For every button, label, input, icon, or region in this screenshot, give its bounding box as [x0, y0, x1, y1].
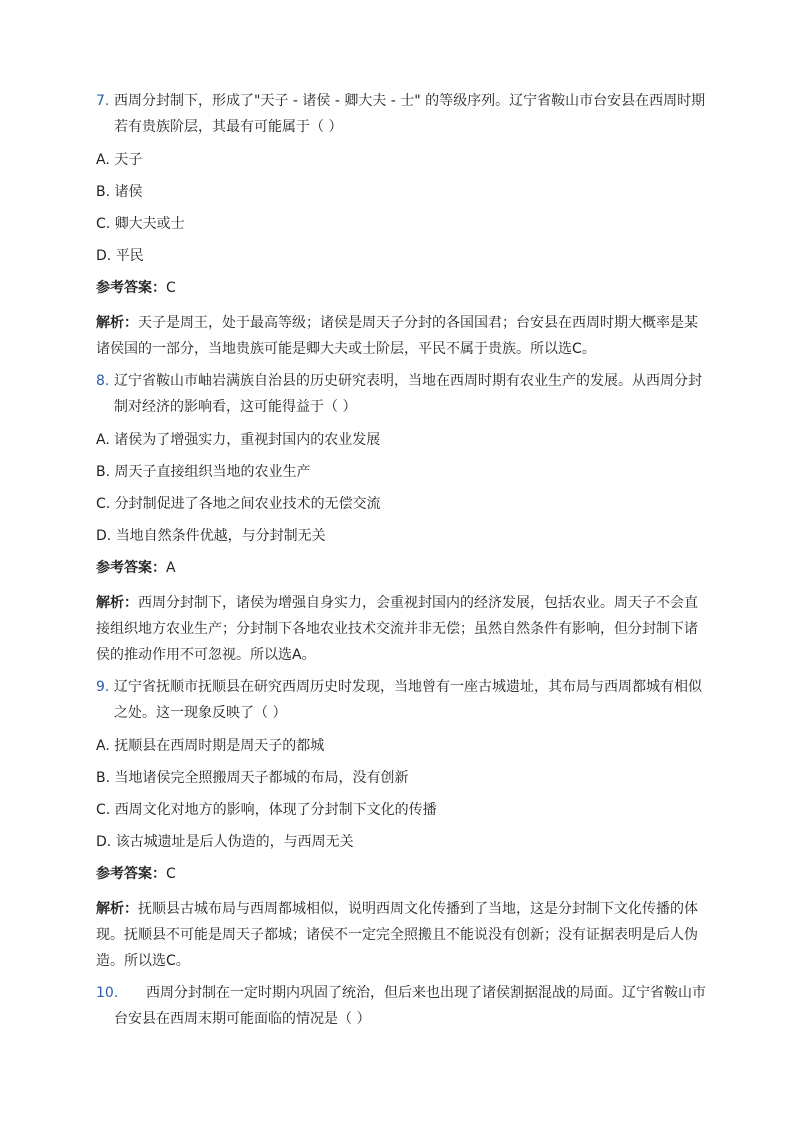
question-7-stem [96, 88, 708, 140]
option-letter: A. [96, 738, 115, 754]
analysis-paragraph [96, 590, 708, 668]
answer-value: C [166, 280, 176, 296]
option-text: 当地自然条件优越，与分封制无关 [115, 528, 326, 544]
option-letter: C. [96, 496, 115, 512]
option-c [96, 800, 708, 820]
answer-line [96, 864, 708, 884]
analysis-text: 天子是周王，处于最高等级；诸侯是周天子分封的各国国君；台安县在西周时期大概率是某诸侯国的一部分，当地贵族可能是卿大夫或士阶层，平民不属于贵族。所以选C。 [96, 315, 698, 357]
answer-line [96, 278, 708, 298]
option-letter: A. [96, 432, 115, 448]
answer-value: A [166, 560, 176, 576]
option-text: 分封制促进了各地之间农业技术的无偿交流 [114, 496, 381, 512]
answer-label: 参考答案： [96, 866, 166, 882]
question-10-stem [96, 980, 708, 1032]
option-text: 当地诸侯完全照搬周天子都城的布局，没有创新 [114, 770, 409, 786]
option-a [96, 150, 708, 170]
question-text: 西周分封制在一定时期内巩固了统治，但后来也出现了诸侯割据混战的局面。辽宁省鞍山市台安县在西周末期可能面临的情况是（ ） [114, 985, 706, 1027]
option-letter: C. [96, 802, 115, 818]
option-c [96, 214, 708, 234]
option-a [96, 736, 708, 756]
option-letter: C. [96, 216, 115, 232]
document-page [96, 88, 708, 1042]
answer-value: C [166, 866, 176, 882]
option-text: 平民 [115, 248, 144, 264]
option-a [96, 430, 708, 450]
option-letter: D. [96, 528, 116, 544]
option-text: 天子 [114, 152, 143, 168]
option-text: 该古城遗址是后人伪造的，与西周无关 [115, 834, 354, 850]
question-number: 10. [96, 985, 119, 1001]
analysis-label: 解析： [96, 595, 138, 611]
question-text: 西周分封制下，形成了"天子 - 诸侯 - 卿大夫 - 士" 的等级序列。辽宁省鞍山市台安县在西周时期若有贵族阶层，其最有可能属于（ ） [114, 93, 706, 135]
answer-label: 参考答案： [96, 280, 166, 296]
option-d [96, 526, 708, 546]
option-text: 诸侯为了增强实力，重视封国内的农业发展 [114, 432, 381, 448]
option-b [96, 768, 708, 788]
option-text: 卿大夫或士 [114, 216, 185, 232]
question-text: 辽宁省抚顺市抚顺县在研究西周历史时发现，当地曾有一座古城遗址，其布局与西周都城有相似之处。这一现象反映了（ ） [114, 679, 702, 721]
option-b [96, 182, 708, 202]
question-9-stem [96, 674, 708, 726]
question-8-stem [96, 368, 708, 420]
option-text: 西周文化对地方的影响，体现了分封制下文化的传播 [114, 802, 437, 818]
question-number: 9. [96, 679, 110, 695]
option-letter: B. [96, 184, 115, 200]
question-text: 辽宁省鞍山市岫岩满族自治县的历史研究表明，当地在西周时期有农业生产的发展。从西周分封制对经济的影响看，这可能得益于（ ） [114, 373, 702, 415]
option-letter: A. [96, 152, 115, 168]
option-letter: D. [96, 248, 116, 264]
analysis-text: 抚顺县古城布局与西周都城相似，说明西周文化传播到了当地，这是分封制下文化传播的体现。抚顺县不可能是周天子都城；诸侯不一定完全照搬且不能说没有创新；没有证据表明是后人伪造。所以选C。 [96, 901, 698, 969]
question-number: 8. [96, 373, 110, 389]
option-d [96, 832, 708, 852]
option-letter: B. [96, 464, 115, 480]
analysis-label: 解析： [96, 315, 138, 331]
analysis-text: 西周分封制下，诸侯为增强自身实力，会重视封国内的经济发展，包括农业。周天子不会直接组织地方农业生产；分封制下各地农业技术交流并非无偿；虽然自然条件有影响，但分封制下诸侯的推动作用不可忽视。所以选A。 [96, 595, 698, 663]
analysis-paragraph [96, 310, 708, 362]
option-letter: D. [96, 834, 116, 850]
option-text: 抚顺县在西周时期是周天子的都城 [114, 738, 325, 754]
option-letter: B. [96, 770, 115, 786]
analysis-label: 解析： [96, 901, 138, 917]
option-b [96, 462, 708, 482]
analysis-paragraph [96, 896, 708, 974]
option-text: 诸侯 [114, 184, 143, 200]
option-d [96, 246, 708, 266]
option-text: 周天子直接组织当地的农业生产 [114, 464, 311, 480]
answer-label: 参考答案： [96, 560, 166, 576]
question-number: 7. [96, 93, 110, 109]
option-c [96, 494, 708, 514]
answer-line [96, 558, 708, 578]
